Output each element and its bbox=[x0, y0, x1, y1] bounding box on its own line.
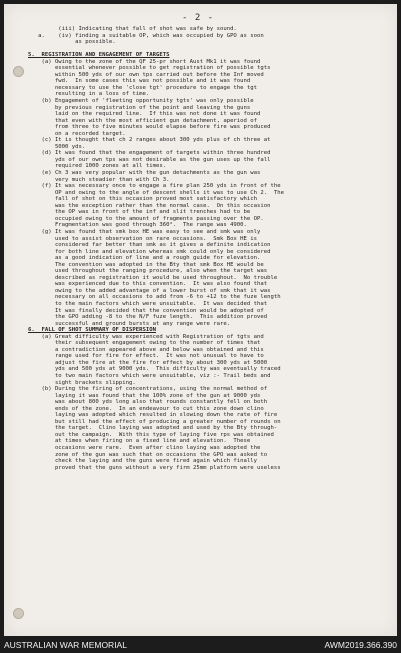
text-line: a. (iv) finding a suitable OP, which was occupied by GPO as soon bbox=[28, 32, 264, 39]
text-line: used to assist observation on rare occasions. Smk Box HE is bbox=[28, 235, 258, 242]
text-line: occasions were rare. Even after clino laying was adopted the bbox=[28, 445, 261, 451]
text-line: necessary to use the 'close tgt' procedure to engage the tgt bbox=[28, 84, 258, 91]
text-line: the OP was in front of the inf and slit trenches had to be bbox=[28, 209, 251, 216]
text-line: laying was adopted which resulted in slowing down the rate of fire bbox=[28, 412, 278, 419]
text-line: fall of shot on this occasion proved most satisfactory which bbox=[28, 196, 258, 203]
text-line: described as registration it would be used throughout. No trouble bbox=[28, 274, 278, 281]
text-line: fwd. In some cases this was not possible and it was found bbox=[28, 78, 251, 85]
text-line: (c) It is thought that ch 2 ranges about 300 yds plus of ch three at bbox=[28, 137, 271, 144]
text-line: (b) Engagement of 'fleeting opportunity tgts' was only possible bbox=[28, 98, 254, 105]
text-line: the GPO adding -8 to the N/F fuze length. This addition proved bbox=[28, 314, 268, 321]
text-line: 5. REGISTRATION AND ENGAGEMENT OF TARGETS bbox=[28, 52, 170, 59]
text-line: laying it was found that the 100% zone of the gun at 9000 yds bbox=[28, 392, 261, 399]
text-line: on a recorded target. bbox=[28, 130, 126, 137]
text-line: by previous registration of the point and leaving the guns bbox=[28, 104, 251, 111]
text-line: 5000 yds. bbox=[28, 143, 86, 150]
text-line: was about 800 yds long also that rounds constantly fell on both bbox=[28, 399, 268, 406]
text-line: (a) Owing to the zone of the QF 25-pr short Aust Mk1 it was found bbox=[28, 58, 261, 65]
archive-name: AUSTRALIAN WAR MEMORIAL bbox=[4, 640, 127, 650]
archive-reference: AWM2019.366.390 bbox=[324, 640, 397, 650]
text-line: within 500 yds of our own tps carried out before the Inf moved bbox=[28, 71, 264, 78]
text-line: occupied owing to the amount of fragments passing over the OP. bbox=[28, 215, 264, 222]
text-line: for both line and elevation whereas smk could only be considered bbox=[28, 248, 271, 255]
archive-footer bbox=[0, 636, 401, 653]
text-line: from three to five minutes would elapse before fire was produced bbox=[28, 124, 271, 131]
text-line: necessary on all occasions to add from -6 to +12 to the fuze length bbox=[28, 294, 281, 301]
text-line: range used for fire for effect. It was not unusual to have to bbox=[28, 353, 264, 360]
punch-hole bbox=[13, 608, 24, 619]
text-line: but still had the effect of producing a greater number of rounds on bbox=[28, 418, 281, 425]
text-line: (e) Ch 3 was very popular with the gun detachments as the gun was bbox=[28, 170, 261, 177]
text-line: successful and ground bursts at any range were rare. bbox=[28, 320, 231, 327]
text-line: zone of the gun was such that on occasions the GPO was asked to bbox=[28, 451, 268, 458]
document-page bbox=[4, 4, 397, 636]
text-line: required 1000 zones at all times. bbox=[28, 163, 167, 170]
text-line: was experienced due to this convention. It was also found that bbox=[28, 281, 268, 288]
text-line: check the laying and the guns were fired again which finally bbox=[28, 458, 258, 465]
text-line: to two main factors which were unsuitable, viz :- Trail beds and bbox=[28, 372, 271, 379]
text-line: the target. Clino laying was adopted and used by the Bty through- bbox=[28, 425, 278, 432]
text-line: laid on the required line. If this was not done it was found bbox=[28, 111, 261, 118]
text-line: adjust the fire at the fire for effect by about 300 yds at 5000 bbox=[28, 359, 268, 366]
text-line: (a) Great difficulty was experienced with Registration of tgts and bbox=[28, 333, 264, 340]
text-line: proved that the guns without a very firm 25mm platform were useless bbox=[28, 464, 281, 471]
text-line: 6. FALL OF SHOT SUMMARY OF DISPERSION bbox=[28, 327, 156, 334]
text-line: as possible. bbox=[28, 39, 116, 46]
text-line: Fragmentation was good through 360°. The range was 4900. bbox=[28, 222, 247, 229]
text-line: (b) During the firing of concentrations, using the normal method of bbox=[28, 386, 268, 393]
text-line: (iii) Indicating that fall of shot was safe by sound. bbox=[28, 26, 237, 32]
text-line: as a good indication of line and a rough guide for elevation. bbox=[28, 255, 261, 262]
text-line: out the campaign. With this type of laying five rps was obtained bbox=[28, 431, 274, 438]
text-line: It was finally decided that the convention would be adopted of bbox=[28, 307, 264, 314]
text-line: The convention was adopted in the Bty that smk Box HE would be bbox=[28, 261, 264, 268]
text-line: (d) It was found that the engagement of targets within three hundred bbox=[28, 150, 271, 157]
text-line: was the exception rather than the normal case. On this occasion bbox=[28, 202, 271, 209]
text-line: ends of the zone. In an endeavour to cut this zone down clino bbox=[28, 405, 264, 412]
text-line: a contradiction appeared above and below was obtained and this bbox=[28, 346, 264, 353]
document-body bbox=[28, 26, 388, 471]
punch-hole bbox=[13, 66, 24, 77]
text-line: (f) It was necessary once to engage a fire plan 250 yds in front of the bbox=[28, 183, 281, 190]
text-line: resulting in a loss of time. bbox=[28, 91, 150, 98]
page-number: - 2 - bbox=[182, 13, 215, 23]
text-line: at times when firing on a fixed line and elevation. These bbox=[28, 438, 251, 445]
text-line: yds and 500 yds at 9000 yds. This difficulty was eventually traced bbox=[28, 366, 281, 373]
text-line: their subsequent engagement owing to the number of times that bbox=[28, 340, 261, 347]
text-line: OP and owing to the angle of descent shells it was to use Ch 2. The bbox=[28, 189, 284, 196]
text-line: to the main factors which were unsuitable. It was decided that bbox=[28, 300, 268, 307]
text-line: that even with the most efficient gun detachment, aperiod of bbox=[28, 117, 258, 124]
text-line: (g) It was found that smk box HE was easy to see and smk was only bbox=[28, 228, 261, 235]
text-line: considered far better than smk as it gives a definite indication bbox=[28, 242, 271, 249]
text-line: yds of our own tps was not desirable as the gun uses up the fall bbox=[28, 156, 271, 163]
text-line: very much steadier than with Ch 3. bbox=[28, 176, 170, 183]
text-line: essential whenever possible to get registration of possible tgts bbox=[28, 65, 271, 72]
text-line: used throughout the ranging procedure, also when the target was bbox=[28, 268, 268, 275]
text-line: sight brackets slipping. bbox=[28, 379, 136, 386]
text-line: owing to the added advantage of a lower burst of smk that it was bbox=[28, 287, 271, 294]
